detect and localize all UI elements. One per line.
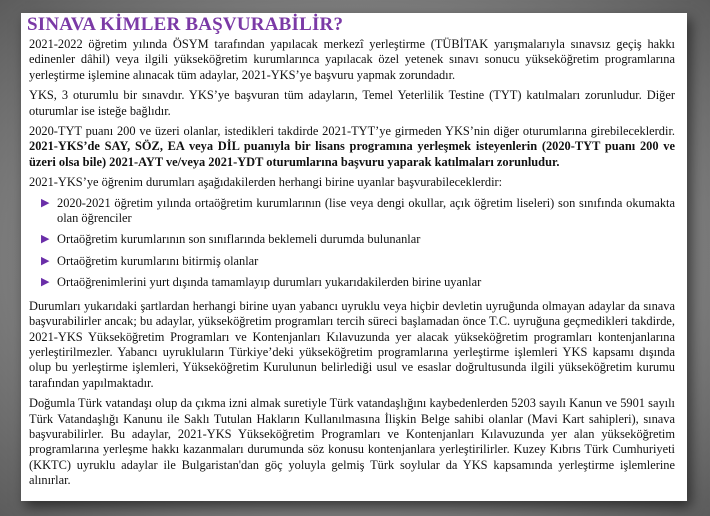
paragraph-tyt-score — [29, 124, 675, 170]
list-item — [41, 253, 675, 269]
arrow-bullet-icon: ▶ — [41, 196, 50, 209]
arrow-bullet-icon: ▶ — [41, 254, 50, 267]
section-title: SINAVA KİMLER BAŞVURABİLİR? — [27, 14, 344, 35]
paragraph-foreign-nationals: Durumları yukarıdaki şartlardan herhangi birine uyan yabancı uyruklu veya hiçbir devletin uyruğunda olmayan adaylar da sınava başvurabilirler ancak; bu adaylar, yükseköğretim programları tercih süreci başlamadan önce T.C. uyruğuna geçmedikleri takdirde, 2021-YKS Yükseköğretim Programları ve Kontenjanları Kılavuzunda yer alacak yükseköğretim programları kontenjanlarına yerleştirilmezler. Yabancı uyrukluların Türkiye’deki yükseköğretim programlarına yerleştirme işlemleri YKS kapsamı dışında olup bu yerleştirme işlemleri, Yükseköğretim Kurulunun belirlediği usul ve esaslar doğrultusunda ilgili yükseköğretim kurumu tarafından yapılmaktadır. — [29, 298, 675, 390]
paragraph-exam-sessions: YKS, 3 oturumlu bir sınavdır. YKS’ye başvuran tüm adayların, Temel Yeterlilik Testine (TYT) katılmaları zorunludur. Diğer oturumlar ise isteğe bağlıdır. — [29, 88, 675, 118]
paragraph-tyt-score-bold: 2021-YKS’de SAY, SÖZ, EA veya DİL puanıyla bir lisans programına yerleşmek isteyenlerin (2020-TYT puanı 200 ve üzeri olsa bile) 2021-AYT ve/veya 2021-YDT oturumlarına başvuru yaparak katılmaları zorunludur. — [29, 139, 675, 169]
list-item — [41, 275, 675, 290]
paragraph-tyt-score-text: 2020-TYT puanı 200 ve üzeri olanlar, istedikleri takdirde 2021-TYT’ye girmeden YKS’nin diğer oturumlarına girebileceklerdir. — [29, 124, 675, 139]
paragraph-who-must-apply: 2021-2022 öğretim yılında ÖSYM tarafından yapılacak merkezî yerleştirme (TÜBİTAK yarışmalarıyla sınavsız geçiş hakkı edinenler dâhil) veya ilgili yükseköğretim kurumlarınca yapılacak özel yetenek sınavı sonucu yükseköğretim programlarına yerleştirme işlemine alınacak tüm adaylar, 2021-YKS’ye başvuru yapmak zorundadır. — [29, 37, 675, 82]
list-item-text: 2020-2021 öğretim yılında ortaöğretim kurumlarının (lise veya dengi okullar, açık öğretim liseleri) son sınıfında okumakta olan öğrenciler — [57, 195, 675, 226]
document-page — [21, 13, 687, 501]
arrow-bullet-icon: ▶ — [41, 233, 50, 246]
list-item — [41, 232, 675, 247]
list-item-text: Ortaöğretim kurumlarının son sınıflarında beklemeli durumda bulunanlar — [57, 232, 421, 247]
paragraph-eligibility-intro: 2021-YKS’ye öğrenim durumları aşağıdakilerden herhangi birine uyanlar başvurabileceklerdir: — [29, 175, 503, 190]
arrow-bullet-icon: ▶ — [41, 276, 50, 289]
paragraph-blue-card: Doğumla Türk vatandaşı olup da çıkma izni almak suretiyle Türk vatandaşlığını kaybedenlerden 5203 sayılı Kanun ve 5901 sayılı Türk Vatandaşlığı Kanunu ile Saklı Tutulan Hakların Kullanılmasına İlişkin Belge sahibi olanlar (Mavi Kart sahipleri), sınava başvurabilirler. Bu adaylar, 2021-YKS Yükseköğretim Programları ve Kontenjanları Kılavuzunda yer alan yükseköğretim programlarına yerleşme hakkı kazanmaları durumunda söz konusu kontenjanlara yerleştirilirler. Kuzey Kıbrıs Türk Cumhuriyeti (KKTC) uyruklu adaylar ile Bulgaristan'dan göç yoluyla gelmiş Türk soylular da YKS kapsamında yerleştirme işlemlerine alınırlar. — [29, 396, 675, 488]
list-item-text: Ortaöğrenimlerini yurt dışında tamamlayıp durumları yukarıdakilerden birine uyanlar — [57, 275, 482, 290]
list-item-text: Ortaöğretim kurumlarını bitirmiş olanlar — [57, 253, 259, 268]
list-item — [41, 195, 675, 227]
eligibility-list — [29, 196, 687, 291]
